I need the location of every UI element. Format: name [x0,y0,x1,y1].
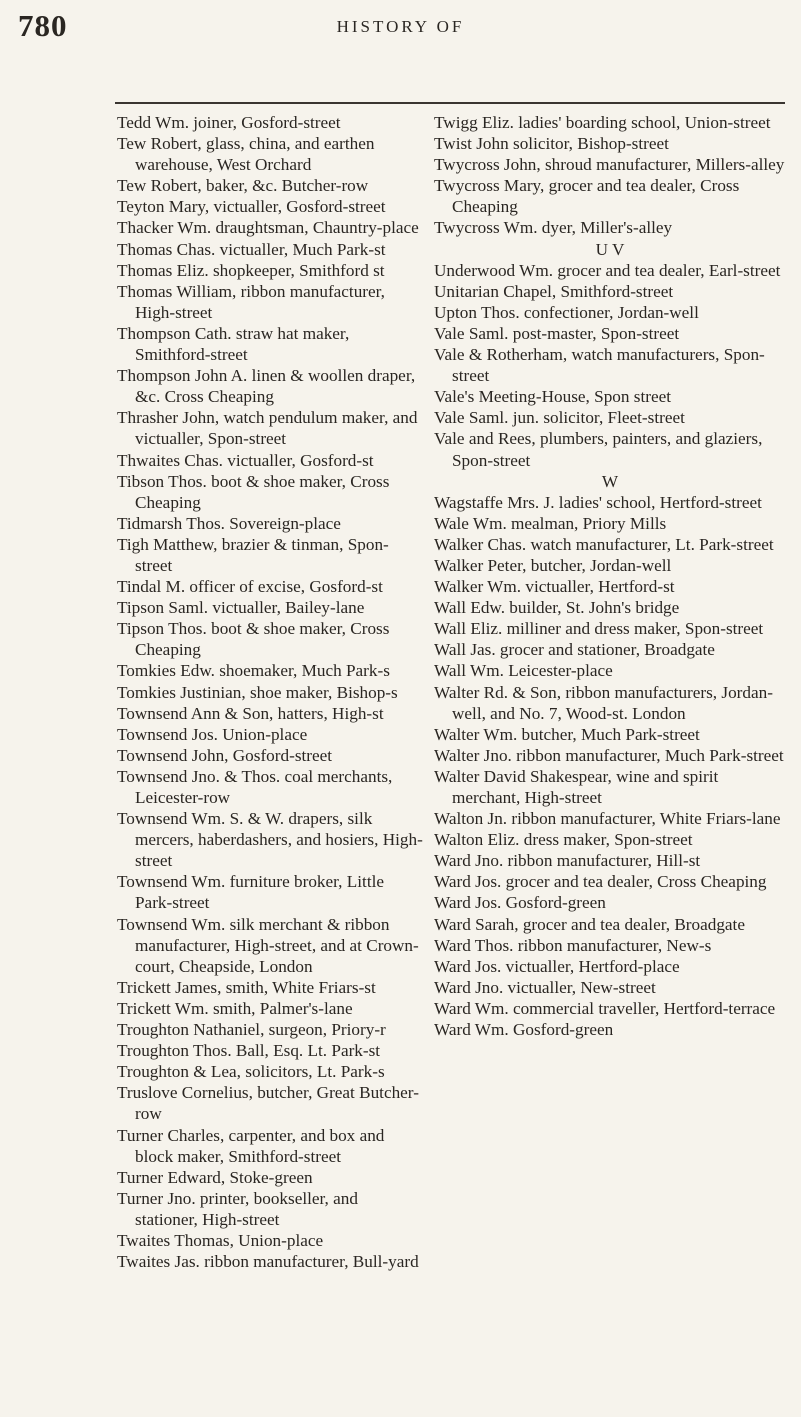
directory-entry: Thompson Cath. straw hat maker, Smithford-street [117,323,350,365]
directory-entry: Thomas William, ribbon manufacturer, High-street [117,281,385,322]
directory-entry: Thompson John A. linen & woollen draper, &c. Cross Cheaping [117,366,416,407]
directory-entry: Wall Eliz. milliner and dress maker, Spon-street [434,619,764,639]
header-rule [115,102,785,104]
directory-entry: Walter Jno. ribbon manufacturer, Much Park-street [434,745,784,765]
directory-entry: Vale's Meeting-House, Spon street [434,387,671,407]
directory-entry: Trickett James, smith, White Friars-st [117,977,376,997]
directory-entry: Ward Jno. ribbon manufacturer, Hill-st [434,851,701,871]
directory-entry: Wagstaffe Mrs. J. ladies' school, Hertford-street [434,492,762,512]
directory-entry: Truslove Cornelius, butcher, Great Butcher-row [117,1083,419,1124]
directory-entry: Ward Wm. Gosford-green [434,1020,614,1040]
directory-entry: Underwood Wm. grocer and tea dealer, Earl-street [434,260,781,280]
directory-entry: Vale & Rotherham, watch manufacturers, Spon-street [434,345,765,386]
directory-entry: Tipson Thos. boot & shoe maker, Cross Cheaping [117,619,390,660]
directory-entry: Ward Jos. victualler, Hertford-place [434,956,680,976]
directory-entry: Ward Wm. commercial traveller, Hertford-terrace [434,998,776,1018]
directory-entry: Townsend Wm. furniture broker, Little Park-street [117,872,384,913]
left-column [117,112,424,1272]
directory-entry: Thwaites Chas. victualler, Gosford-st [117,450,374,470]
directory-entry: Twycross John, shroud manufacturer, Millers-alley [434,155,785,175]
directory-entry: Ward Jos. grocer and tea dealer, Cross Cheaping [434,872,767,892]
directory-entry: Wall Wm. Leicester-place [434,661,613,681]
directory-entry: Walton Jn. ribbon manufacturer, White Friars-lane [434,809,781,829]
directory-entry: Wale Wm. mealman, Priory Mills [434,513,667,533]
directory-entry: Unitarian Chapel, Smithford-street [434,281,674,301]
directory-entry: Turner Charles, carpenter, and box and block maker, Smithford-street [117,1125,385,1166]
directory-entry: Ward Thos. ribbon manufacturer, New-s [434,935,712,955]
right-entries-w [434,492,786,1040]
directory-entry: Townsend Jos. Union-place [117,724,308,744]
directory-entry: Troughton Nathaniel, surgeon, Priory-r [117,1020,386,1040]
directory-entry: Twigg Eliz. ladies' boarding school, Union-street [434,113,771,132]
directory-entry: Ward Jos. Gosford-green [434,893,606,913]
directory-entry: Wall Edw. builder, St. John's bridge [434,598,680,618]
directory-entry: Ward Sarah, grocer and tea dealer, Broadgate [434,914,745,934]
directory-entry: Walton Eliz. dress maker, Spon-street [434,830,693,850]
section-heading-uv: U V [595,239,625,259]
running-title: HISTORY OF [336,17,465,36]
directory-entry: Walker Chas. watch manufacturer, Lt. Park-street [434,534,774,554]
page-number: 780 [18,8,68,43]
directory-entry: Townsend Jno. & Thos. coal merchants, Leicester-row [117,766,393,807]
directory-entry: Twist John solicitor, Bishop-street [434,134,669,154]
directory-entry: Thomas Eliz. shopkeeper, Smithford st [117,260,385,280]
directory-entry: Twaites Thomas, Union-place [117,1230,324,1250]
directory-entry: Townsend Wm. S. & W. drapers, silk mercers, haberdashers, and hosiers, High-street [117,809,423,871]
directory-entry: Walker Peter, butcher, Jordan-well [434,555,672,575]
directory-entry: Vale Saml. post-master, Spon-street [434,323,680,343]
directory-entry: Tew Robert, glass, china, and earthen warehouse, West Orchard [117,134,375,175]
directory-entry: Tidmarsh Thos. Sovereign-place [117,513,341,533]
directory-entry: Wall Jas. grocer and stationer, Broadgate [434,640,715,660]
directory-entry: Thomas Chas. victualler, Much Park-st [117,239,386,259]
directory-entry: Townsend Wm. silk merchant & ribbon manufacturer, High-street, and at Crown-court, Cheapside, London [117,914,419,976]
directory-entry: Twycross Mary, grocer and tea dealer, Cross Cheaping [434,176,740,217]
directory-entry: Trickett Wm. smith, Palmer's-lane [117,998,353,1018]
directory-entry: Thrasher John, watch pendulum maker, and victualler, Spon-street [117,408,418,449]
directory-entry: Tedd Wm. joiner, Gosford-street [117,113,341,132]
directory-entry: Twycross Wm. dyer, Miller's-alley [434,218,673,238]
directory-entry: Troughton & Lea, solicitors, Lt. Park-s [117,1062,385,1082]
directory-entry: Turner Edward, Stoke-green [117,1167,313,1187]
right-entries-t [434,112,786,239]
directory-entry: Tew Robert, baker, &c. Butcher-row [117,176,369,196]
directory-entry: Walker Wm. victualler, Hertford-st [434,577,675,597]
directory-entry: Walter David Shakespear, wine and spirit merchant, High-street [434,766,719,807]
section-heading-w: W [601,471,619,491]
directory-entry: Tomkies Justinian, shoe maker, Bishop-s [117,682,398,702]
right-column [434,112,786,1040]
directory-entry: Upton Thos. confectioner, Jordan-well [434,302,699,322]
directory-entry: Tigh Matthew, brazier & tinman, Spon-street [117,534,389,575]
directory-entry: Tomkies Edw. shoemaker, Much Park-s [117,661,390,681]
directory-entry: Walter Wm. butcher, Much Park-street [434,724,700,744]
directory-entry: Ward Jno. victualler, New-street [434,977,656,997]
directory-entry: Turner Jno. printer, bookseller, and stationer, High-street [117,1188,358,1229]
directory-entry: Twaites Jas. ribbon manufacturer, Bull-yard [117,1252,419,1272]
directory-entry: Townsend John, Gosford-street [117,745,333,765]
directory-entry: Tibson Thos. boot & shoe maker, Cross Cheaping [117,471,390,512]
directory-entry: Walter Rd. & Son, ribbon manufacturers, Jordan-well, and No. 7, Wood-st. London [434,682,773,723]
directory-entry: Vale Saml. jun. solicitor, Fleet-street [434,408,685,428]
directory-entry: Townsend Ann & Son, hatters, High-st [117,703,384,723]
directory-entry: Vale and Rees, plumbers, painters, and glaziers, Spon-street [434,429,763,470]
directory-entry: Thacker Wm. draughtsman, Chauntry-place [117,218,419,238]
directory-entry: Tipson Saml. victualler, Bailey-lane [117,598,365,618]
right-entries-uv [434,260,786,471]
directory-entry: Troughton Thos. Ball, Esq. Lt. Park-st [117,1041,381,1061]
directory-entry: Tindal M. officer of excise, Gosford-st [117,577,383,597]
directory-entry: Teyton Mary, victualler, Gosford-street [117,197,386,217]
